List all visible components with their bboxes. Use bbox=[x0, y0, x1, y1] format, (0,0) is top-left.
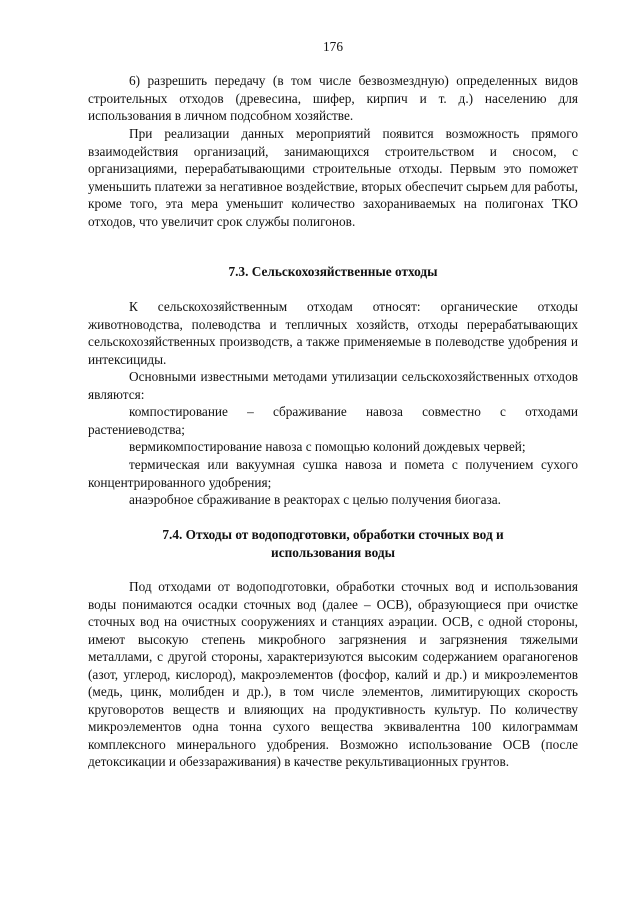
section-heading-7-4 bbox=[88, 526, 578, 561]
section-heading-7-4-line-2: использования воды bbox=[271, 544, 395, 560]
section-7-3-list-item-2: вермикомпостирование навоза с помощью колоний дождевых червей; bbox=[129, 439, 526, 454]
section-7-3-paragraph-2: Основными известными методами утилизации сельскохозяйственных отходов являются: bbox=[88, 369, 578, 402]
section-7-3-list-item-1: компостирование – сбраживание навоза совместно с отходами растениеводства; bbox=[88, 404, 578, 437]
intro-paragraph-2: При реализации данных мероприятий появится возможность прямого взаимодействия организаций, занимающихся строительством и сносом, с организациями, перерабатывающими строительные отходы. Первым это поможет уменьшить платежи за негативное воздействие, вторых обеспечит сырьем для работы, кроме того, эта мера уменьшит количество захораниваемых на полигонах ТКО отходов, что увеличит срок службы полигонов. bbox=[88, 126, 578, 229]
section-7-3-paragraph-1: К сельскохозяйственным отходам относят: органические отходы животноводства, полеводства и тепличных хозяйств, отходы перерабатывающих сельскохозяйственных производств, а также применяемые в полеводстве удобрения и интексициды. bbox=[88, 299, 578, 367]
section-7-3-list-item-4: анаэробное сбраживание в реакторах с целью получения биогаза. bbox=[129, 492, 501, 507]
section-7-4-paragraph: Под отходами от водоподготовки, обработки сточных вод и использования воды понимаются осадки сточных вод (далее – ОСВ), образующиеся при очистке сточных вод на очистных сооружениях и станциях аэрации. ОСВ, с одной стороны, имеют высокую степень микробного загрязнения и загрязнения тяжелыми металлами, с другой стороны, характеризуются высоким содержанием ораганогенов (азот, углерод, кислород), макроэлементов (фосфор, калий и др.) и микроэлементов (медь, цинк, молибден и др.), в том числе элементов, лимитирующих скорость круговоротов веществ и влияющих на продуктивность культур. По количеству микроэлементов одна тонна сухого вещества эквивалентна 100 килограммам комплексного минерального удобрения. Возможно использование ОСВ (после детоксикации и обеззараживания) в качестве рекультивационных грунтов. bbox=[88, 579, 578, 769]
section-heading-7-3: 7.3. Сельскохозяйственные отходы bbox=[228, 264, 438, 279]
section-heading-7-4-line-1: 7.4. Отходы от водоподготовки, обработки сточных вод и bbox=[162, 527, 504, 542]
document-page bbox=[88, 0, 578, 905]
section-7-3-list-item-3: термическая или вакуумная сушка навоза и помета с получением сухого концентрированного удобрения; bbox=[88, 457, 578, 490]
intro-paragraph-1: 6) разрешить передачу (в том числе безвозмездную) определенных видов строительных отходов (древесина, шифер, кирпич и т. д.) населению для использования в личном подсобном хозяйстве. bbox=[88, 73, 578, 123]
page-number: 176 bbox=[323, 39, 343, 54]
